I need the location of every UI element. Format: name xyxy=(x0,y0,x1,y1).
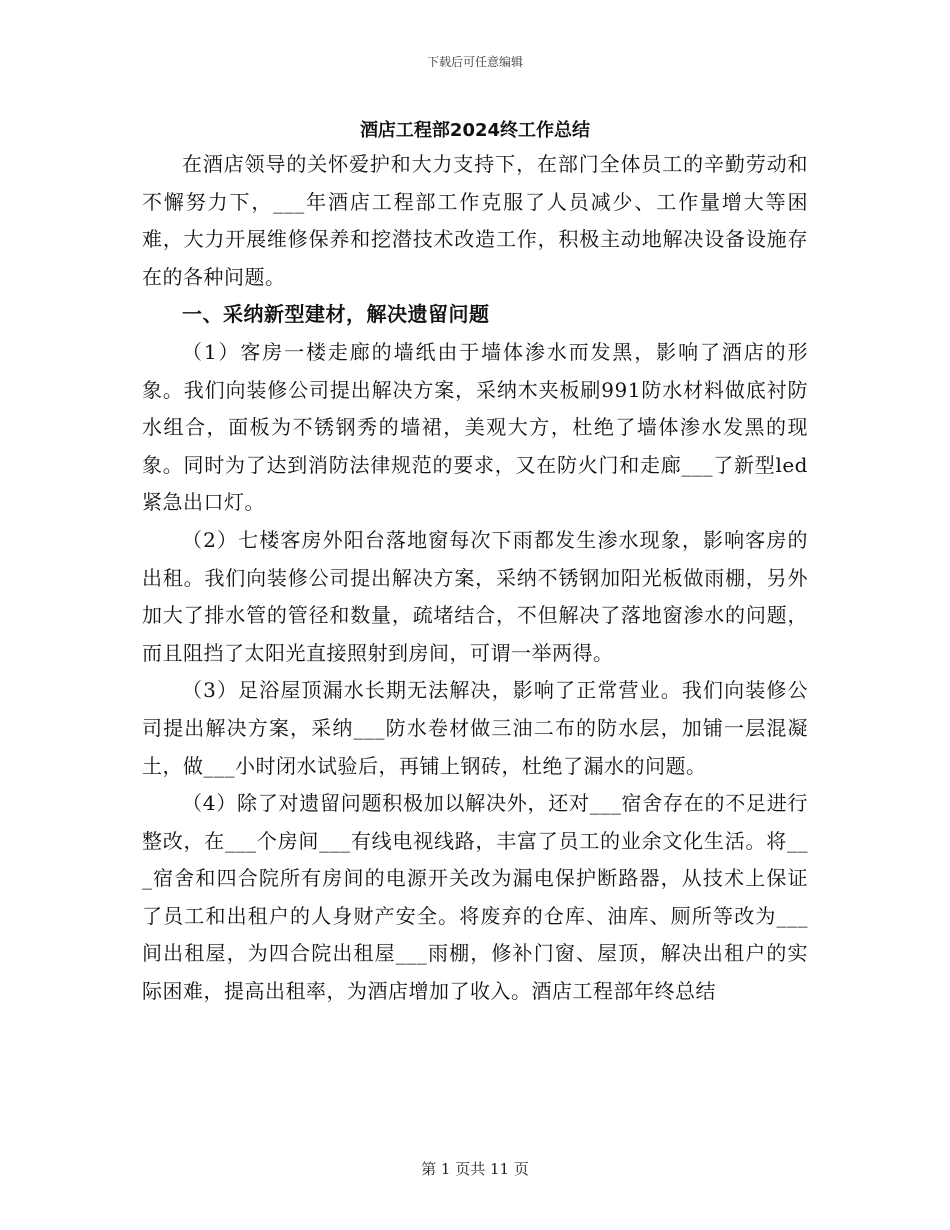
item-paragraph-4: （4）除了对遗留问题积极加以解决外，还对___宿舍存在的不足进行整改，在___个房间___有线电视线路，丰富了员工的业余文化生活。将___宿舍和四合院所有房间的电源开关改为漏电保护断路器，从技术上保证了员工和出租户的人身财产安全。将废弃的仓库、油库、厕所等改为___间出租屋，为四合院出租屋___雨棚，修补门窗、屋顶，解决出租户的实际困难，提高出租率，为酒店增加了收入。酒店工程部年终总结 xyxy=(142,791,808,1004)
document-body xyxy=(142,146,808,1011)
section-heading: 一、采纳新型建材，解决遗留问题 xyxy=(182,302,490,327)
document-title: 酒店工程部2024终工作总结 xyxy=(359,120,591,141)
item-paragraph-1: （1）客房一楼走廊的墙纸由于墙体渗水而发黑，影响了酒店的形象。我们向装修公司提出解决方案，采纳木夹板刷991防水材料做底衬防水组合，面板为不锈钢秀的墙裙，美观大方，杜绝了墙体渗水发黑的现象。同时为了达到消防法律规范的要求，又在防火门和走廊___了新型led紧急出口灯。 xyxy=(142,339,808,515)
item-paragraph-3: （3）足浴屋顶漏水长期无法解决，影响了正常营业。我们向装修公司提出解决方案，采纳___防水卷材做三油二布的防水层，加铺一层混凝土，做___小时闭水试验后，再铺上钢砖，杜绝了漏水的问题。 xyxy=(142,678,808,778)
page-footer: 第 1 页共 11 页 xyxy=(421,1160,529,1178)
item-paragraph-2: （2）七楼客房外阳台落地窗每次下雨都发生渗水现象，影响客房的出租。我们向装修公司提出解决方案，采纳不锈钢加阳光板做雨棚，另外加大了排水管的管径和数量，疏堵结合，不但解决了落地窗渗水的问题，而且阻挡了太阳光直接照射到房间，可谓一举两得。 xyxy=(142,527,808,665)
intro-paragraph: 在酒店领导的关怀爱护和大力支持下，在部门全体员工的辛勤劳动和不懈努力下，___年酒店工程部工作克服了人员减少、工作量增大等困难，大力开展维修保养和挖潜技术改造工作，积极主动地解决设备设施存在的各种问题。 xyxy=(142,152,808,289)
page-header-note: 下载后可任意编辑 xyxy=(426,55,523,69)
